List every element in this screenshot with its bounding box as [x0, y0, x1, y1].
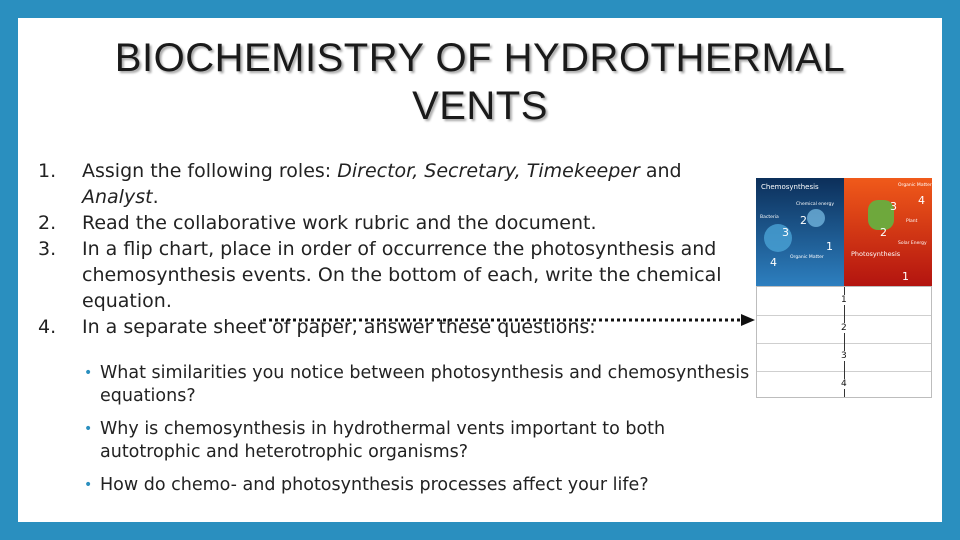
vent-bubble: [807, 209, 825, 227]
synthesis-figure: [756, 178, 932, 398]
sequence-number: 2: [841, 323, 847, 333]
item-number: 4.: [38, 316, 57, 338]
item-number: 1.: [38, 160, 57, 182]
title-line-2: VENTS: [412, 84, 548, 128]
question-item: [78, 474, 758, 497]
right-heading: Photosynthesis: [851, 250, 901, 258]
bullet-icon: •: [84, 477, 93, 493]
instruction-item: [38, 236, 758, 314]
slide-title: [18, 34, 942, 130]
right-label: Solar Energy: [898, 241, 927, 246]
question-item: [78, 362, 758, 408]
chemo-photo-diagram-image: [756, 178, 932, 286]
sequence-number: 4: [841, 379, 847, 389]
role-analyst: Analyst: [82, 186, 153, 208]
sequence-number: 3: [841, 351, 847, 361]
right-number: 3: [890, 200, 897, 213]
title-line-1: BIOCHEMISTRY OF HYDROTHERMAL: [114, 36, 846, 80]
item-text: In a separate sheet of paper, answer these questions:: [82, 316, 596, 338]
slide: [18, 18, 942, 522]
bullet-icon: •: [84, 365, 93, 381]
right-number: 4: [918, 194, 925, 207]
roles-text: Director, Secretary, Timekeeper: [337, 160, 640, 182]
sequence-number: 1: [841, 295, 847, 305]
left-label: Bacteria: [760, 215, 779, 220]
question-list: [78, 362, 758, 507]
item-number: 2.: [38, 212, 57, 234]
left-number: 2: [800, 214, 807, 227]
left-number: 4: [770, 256, 777, 269]
right-number: 2: [880, 226, 887, 239]
left-number: 3: [782, 226, 789, 239]
left-label: Organic Matter: [790, 255, 824, 260]
instruction-item: [38, 158, 758, 210]
question-text: How do chemo- and photosynthesis processes affect your life?: [100, 475, 649, 495]
right-label: Plant: [906, 219, 918, 224]
item-text: and: [639, 160, 682, 182]
dotted-arrow-icon: [263, 313, 755, 327]
item-text: .: [152, 186, 159, 208]
question-item: [78, 418, 758, 464]
left-label: Chemical energy: [796, 202, 834, 207]
item-text: Read the collaborative work rubric and the document.: [82, 212, 597, 234]
question-text: Why is chemosynthesis in hydrothermal vents important to both autotrophic and heterotrophic organisms?: [100, 419, 666, 462]
bullet-icon: •: [84, 421, 93, 437]
item-number: 3.: [38, 238, 57, 260]
item-text: Assign the following roles:: [82, 160, 338, 182]
flipchart-sequence: [756, 286, 932, 398]
right-label: Organic Matter: [898, 183, 932, 188]
left-heading: Chemosynthesis: [761, 183, 819, 191]
right-number: 1: [902, 270, 909, 283]
item-text: In a flip chart, place in order of occurrence the photosynthesis and chemosynthesis events. On the bottom of each, write the chemical equation.: [82, 238, 722, 312]
left-number: 1: [826, 240, 833, 253]
instruction-item: [38, 210, 758, 236]
question-text: What similarities you notice between photosynthesis and chemosynthesis equations?: [100, 363, 750, 406]
